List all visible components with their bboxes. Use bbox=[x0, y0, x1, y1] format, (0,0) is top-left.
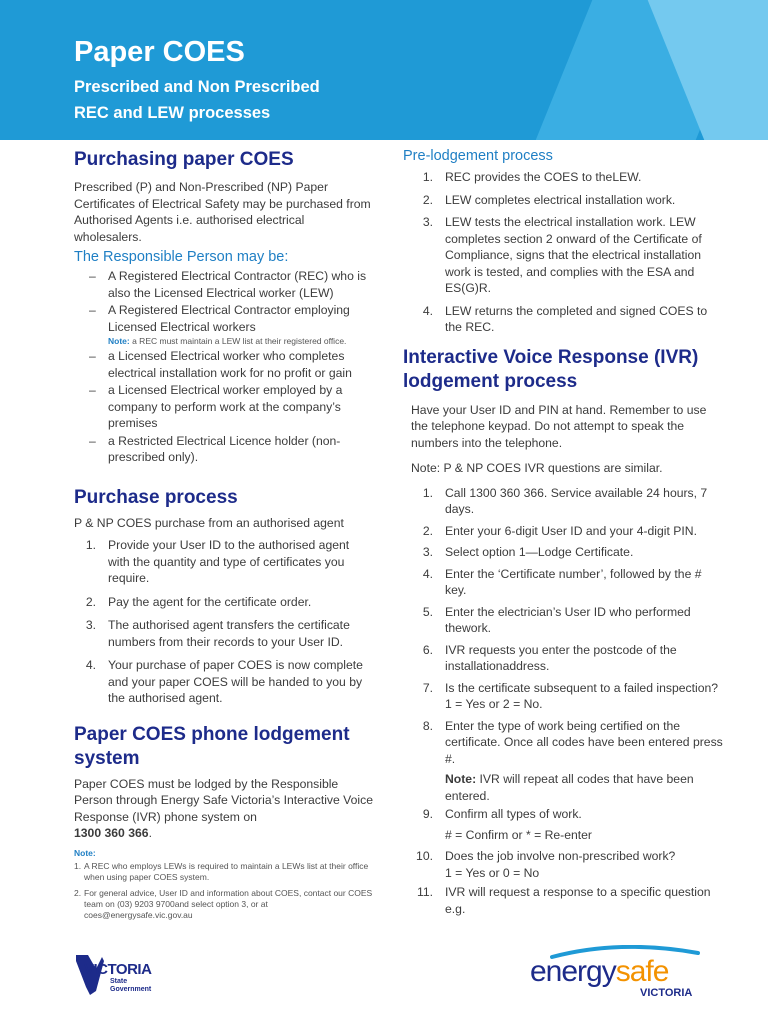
list-item: 4. Your purchase of paper COES is now complete and your paper COES will be handed to you by the authorised agent. bbox=[85, 658, 363, 705]
list-item: 11. IVR will request a response to a specific question e.g. bbox=[416, 885, 711, 916]
list-item: – A Registered Electrical Contractor employing Licensed Electrical workers bbox=[74, 302, 374, 335]
energysafe-sub: VICTORIA bbox=[640, 987, 693, 999]
energysafe-logo bbox=[530, 945, 700, 1001]
list-item: 3. The authorised agent transfers the certificate numbers from their records to your User ID. bbox=[85, 618, 350, 649]
pre-lodgement-heading: Pre-lodgement process bbox=[403, 148, 553, 164]
victoria-sub: State Government bbox=[110, 978, 152, 993]
page-subtitle: Prescribed and Non Prescribed bbox=[74, 78, 320, 96]
page-subtitle: REC and LEW processes bbox=[74, 104, 271, 122]
header-banner bbox=[0, 0, 768, 140]
list-item: 8. Enter the type of work being certified on the certificate. Once all codes have been entered press #. Note: IVR will repeat all codes that have been entered. bbox=[422, 718, 723, 803]
responsible-list-2 bbox=[74, 348, 374, 466]
purchase-steps bbox=[74, 537, 374, 707]
list-item: 1. Provide your User ID to the authorised agent with the quantity and type of certificates you require. bbox=[85, 538, 350, 585]
phone-intro: Paper COES must be lodged by the Responsible Person through Energy Safe Victoria’s Interactive Voice Response (IVR) phone system on 1300 360 366. bbox=[74, 776, 373, 840]
list-item: 4. LEW returns the completed and signed COES to the REC. bbox=[422, 303, 708, 334]
list-item: 7. Is the certificate subsequent to a failed inspection? 1 = Yes or 2 = No. bbox=[422, 680, 719, 711]
list-item: 9. Confirm all types of work. # = Confirm or * = Re-enter bbox=[422, 807, 592, 842]
list-item: 3. LEW tests the electrical installation work. LEW completes section 2 onward of the Certificate of Compliance, signs that the electrical installation work is tested, and complies with the ESA and ES(G)R. bbox=[422, 215, 702, 295]
left-column bbox=[74, 140, 374, 921]
phone-note-1: 1. A REC who employs LEWs is required to maintain a LEWs list at their office when using paper COES system. bbox=[74, 860, 369, 882]
responsible-heading: The Responsible Person may be: bbox=[74, 249, 289, 265]
responsible-list bbox=[74, 268, 374, 335]
list-item: 6. IVR requests you enter the postcode of the installationaddress. bbox=[422, 642, 677, 673]
list-item: 2. Pay the agent for the certificate order. bbox=[85, 594, 312, 609]
section-heading-purchasing: Purchasing paper COES bbox=[74, 149, 294, 170]
note-label: Note: bbox=[108, 336, 130, 346]
rec-note bbox=[74, 336, 374, 347]
victoria-wordmark: VICTORIA bbox=[84, 961, 152, 978]
list-item: 5. Enter the electrician’s User ID who performed thework. bbox=[422, 604, 691, 635]
list-item: 4. Enter the ‘Certificate number’, followed by the # key. bbox=[422, 566, 702, 597]
victoria-government-logo bbox=[74, 951, 170, 999]
ivr-steps bbox=[403, 485, 723, 918]
list-item: 2. LEW completes electrical installation work. bbox=[422, 192, 676, 207]
right-column bbox=[403, 140, 723, 917]
phone-note-label: Note: bbox=[74, 847, 96, 858]
purchase-intro: P & NP COES purchase from an authorised agent bbox=[74, 515, 344, 530]
section-heading-purchase-process: Purchase process bbox=[74, 486, 238, 508]
pre-lodgement-steps bbox=[403, 169, 723, 336]
list-item: 3. Select option 1—Lodge Certificate. bbox=[422, 545, 634, 559]
list-item: – a Licensed Electrical worker who completes electrical installation work for no profit or gain bbox=[74, 348, 374, 381]
ivr-note: Note: P & NP COES IVR questions are similar. bbox=[411, 461, 663, 475]
section-heading-phone-lodgement: Paper COES phone lodgement system bbox=[74, 723, 350, 769]
list-item: – a Licensed Electrical worker employed by a company to perform work at the company’s premises bbox=[74, 382, 374, 432]
list-item: 1. REC provides the COES to theLEW. bbox=[422, 170, 642, 184]
list-item: – A Registered Electrical Contractor (REC) who is also the Licensed Electrical worker (LEW) bbox=[74, 268, 374, 301]
energysafe-wordmark: energysafe bbox=[530, 955, 669, 988]
purchasing-intro: Prescribed (P) and Non-Prescribed (NP) Paper Certificates of Electrical Safety may be purchased from Authorised Agents i.e. authorised electrical wholesalers. bbox=[74, 180, 371, 244]
list-item: 10. Does the job involve non-prescribed work? 1 = Yes or 0 = No bbox=[416, 849, 676, 880]
section-heading-ivr: Interactive Voice Response (IVR) lodgement process bbox=[403, 346, 699, 392]
list-item: 2. Enter your 6-digit User ID and your 4-digit PIN. bbox=[422, 523, 697, 538]
note-text: a REC must maintain a LEW list at their registered office. bbox=[129, 336, 347, 346]
ivr-intro: Have your User ID and PIN at hand. Remember to use the telephone keypad. Do not attempt to speak the numbers into the telephone. bbox=[411, 402, 707, 450]
phone-note-2: 2. For general advice, User ID and information about COES, contact our COES team on (03) 9203 9700and select option 3, or at coes@energysafe.vic.gov.au bbox=[74, 887, 373, 920]
list-item: – a Restricted Electrical Licence holder (non-prescribed only). bbox=[74, 433, 374, 466]
page-title: Paper COES bbox=[74, 36, 245, 68]
phone-number: 1300 360 366 bbox=[74, 826, 149, 840]
list-item: 1. Call 1300 360 366. Service available 24 hours, 7 days. bbox=[422, 485, 708, 516]
